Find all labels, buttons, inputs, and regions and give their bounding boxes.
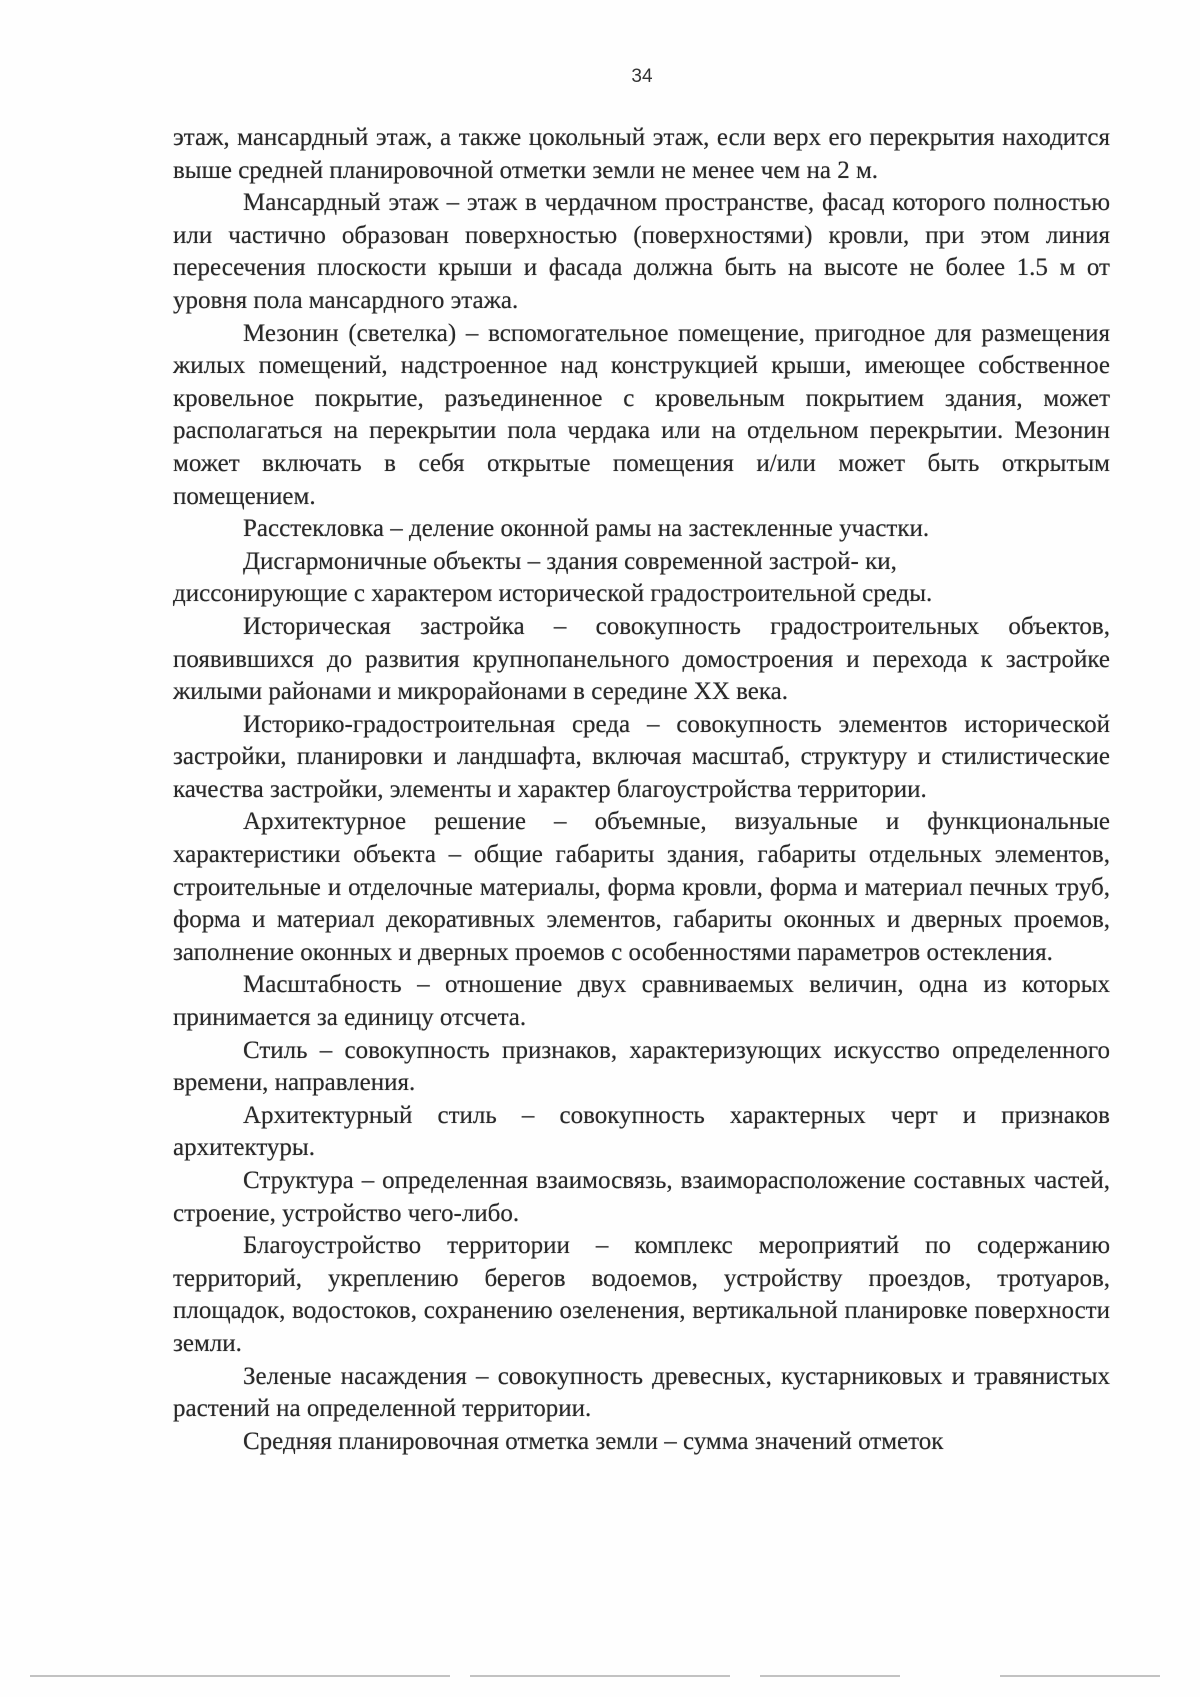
paragraph-landscaping: Благоустройство территории – комплекс мероприятий по содержанию территорий, укреплению берегов водоемов, устройству проездов, тротуаров, площадок, водостоков, сохранению озеленения, вертикальной планировке поверхности земли.: [173, 1232, 1110, 1357]
paragraph-scale: Масштабность – отношение двух сравниваемых величин, одна из которых принимается за единицу отсчета.: [173, 971, 1110, 1032]
paragraph-architectural-solution: Архитектурное решение – объемные, визуальные и функциональные характеристики объекта – общие габариты здания, габариты отдельных элементов, строительные и отделочные материалы, форма кровли, форма и материал печных труб, форма и материал декоративных элементов, габариты оконных и дверных проемов, заполнение оконных и дверных проемов с особенностями параметров остекления.: [173, 808, 1110, 966]
document-body: [173, 122, 1110, 1458]
paragraph-disharmonious-objects: Дисгармоничные объекты – здания современной застрой- ки,: [243, 547, 897, 575]
paragraph-historic-urban-environment: Историко-градостроительная среда – совокупность элементов исторической застройки, планировки и ландшафта, включая масштаб, структуру и стилистические качества застройки, элементы и характер благоустройства территории.: [173, 710, 1110, 803]
paragraph-architectural-style: Архитектурный стиль – совокупность характерных черт и признаков архитектуры.: [173, 1101, 1110, 1162]
paragraph-glazing-division: Расстекловка – деление оконной рамы на застекленные участки.: [243, 515, 930, 543]
paragraph-historic-development: Историческая застройка – совокупность градостроительных объектов, появившихся до развития крупнопанельного домостроения и перехода к застройке жилыми районами и микрорайонами в середине XX века.: [173, 612, 1110, 706]
page-number: 34: [631, 66, 653, 87]
paragraph-continuation: этаж, мансардный этаж, а также цокольный этаж, если верх его перекрытия находится выше средней планировочной отметки земли не менее чем на 2 м.: [173, 124, 1110, 184]
paragraph-mansard-floor: Мансардный этаж – этаж в чердачном пространстве, фасад которого полностью или частично образован поверхностью (поверхностями) кровли, при этом линия пересечения плоскости крыши и фасада должна быть на высоте не более 1.5 м от уровня пола мансардного этажа.: [173, 189, 1110, 314]
scan-artifact-line: [760, 1675, 900, 1677]
paragraph-style: Стиль – совокупность признаков, характеризующих искусство определенного времени, направления.: [173, 1036, 1110, 1097]
paragraph-average-grade-level: Средняя планировочная отметка земли – сумма значений отметок: [243, 1427, 944, 1455]
paragraph-mezzanine: Мезонин (светелка) – вспомогательное помещение, пригодное для размещения жилых помещений, надстроенное над конструкцией крыши, имеющее собственное кровельное покрытие, разъединенное с кровельным покрытием здания, может располагаться на перекрытии пола чердака или на отдельном перекрытии. Мезонин может включать в себя открытые помещения и/или может быть открытым помещением.: [173, 319, 1110, 510]
scan-artifact-line: [30, 1675, 450, 1677]
paragraph-structure: Структура – определенная взаимосвязь, взаиморасположение составных частей, строение, устройство чего-либо.: [173, 1167, 1110, 1227]
scan-artifact-line: [1000, 1675, 1160, 1677]
paragraph-green-spaces: Зеленые насаждения – совокупность древесных, кустарниковых и травянистых растений на определенной территории.: [173, 1362, 1110, 1423]
paragraph-disharmonious-objects-cont: диссонирующие с характером исторической градостроительной среды.: [173, 580, 933, 608]
scan-artifact-line: [470, 1675, 730, 1677]
